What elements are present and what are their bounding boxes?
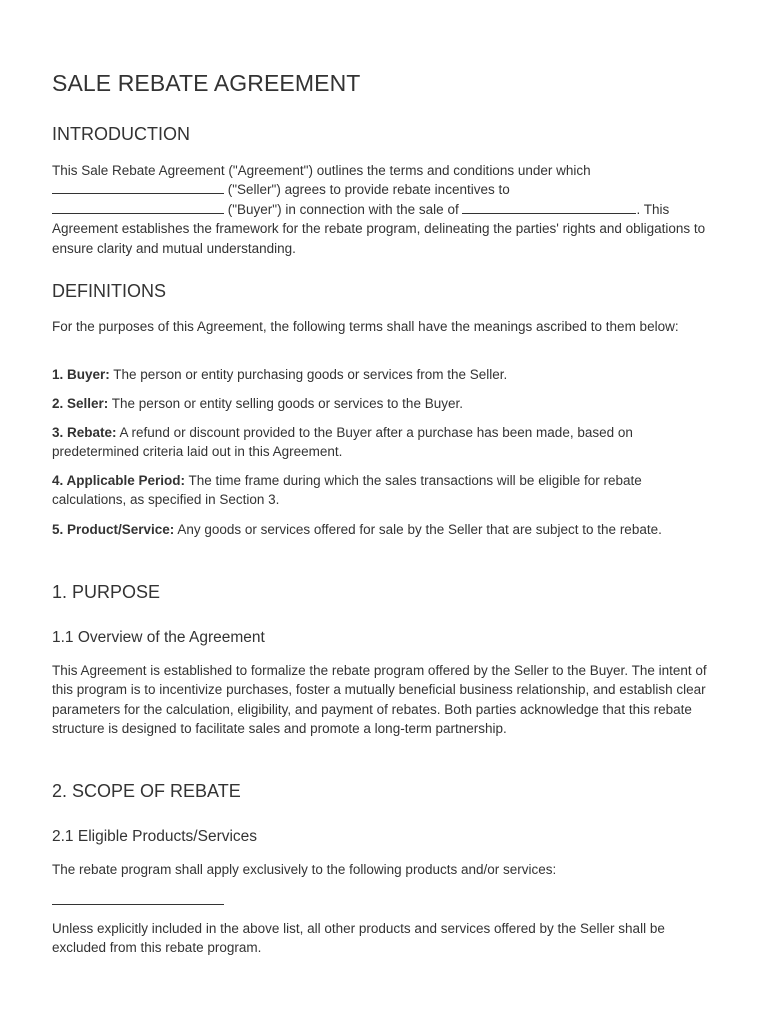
definition-term: 2. Seller: — [52, 396, 109, 411]
definition-term: 4. Applicable Period: — [52, 473, 186, 488]
purpose-subsection — [52, 629, 718, 647]
definitions-intro-block — [52, 317, 718, 336]
scope-after-paragraph: Unless explicitly included in the above list, all other products and services offered by the Seller shall be excluded from this rebate program. — [52, 921, 665, 956]
scope-heading: 2. SCOPE OF REBATE — [52, 781, 241, 801]
purpose-subheading: 1.1 Overview of the Agreement — [52, 629, 265, 646]
purpose-paragraph: This Agreement is established to formalize the rebate program offered by the Seller to the Buyer. The intent of this program is to incentivize purchases, foster a mutually beneficial business relationship, and establish clear parameters for the calculation, eligibility, and payment of rebates. Both parties acknowledge that this rebate structure is designed to facilitate sales and promote a long-term partnership. — [52, 663, 707, 737]
definition-text: The person or entity purchasing goods or services from the Seller. — [109, 367, 508, 382]
this-text: . This — [636, 201, 670, 217]
definition-text: Any goods or services offered for sale by the Seller that are subject to the rebate. — [174, 522, 662, 537]
seller-name-blank[interactable] — [52, 181, 224, 194]
definitions-section — [52, 281, 718, 302]
definition-item-product-service — [52, 520, 718, 539]
introduction-heading: INTRODUCTION — [52, 124, 190, 144]
definition-text: The time frame during which the sales transactions will be eligible for rebate calculations, as specified in Section 3. — [52, 473, 642, 508]
introduction-rest: Agreement establishes the framework for the rebate program, delineating the parties' rights and obligations to ensure clarity and mutual understanding. — [52, 221, 706, 256]
scope-paragraph: The rebate program shall apply exclusively to the following products and/or services: — [52, 862, 557, 877]
scope-section — [52, 781, 718, 802]
scope-subheading: 2.1 Eligible Products/Services — [52, 828, 258, 845]
definition-item-rebate — [52, 423, 718, 462]
buyer-text: ("Buyer") in connection with the sale of — [224, 201, 463, 217]
seller-text: ("Seller") agrees to provide rebate incentives to — [224, 182, 510, 198]
buyer-name-blank[interactable] — [52, 201, 224, 214]
scope-subsection — [52, 828, 718, 846]
purpose-section — [52, 582, 718, 603]
eligible-products-blank-row — [52, 904, 718, 905]
definition-item-applicable-period — [52, 471, 718, 510]
definition-text: The person or entity selling goods or services to the Buyer. — [108, 396, 463, 411]
definition-item-seller — [52, 394, 718, 413]
scope-body — [52, 860, 718, 879]
scope-after-body — [52, 919, 718, 958]
document-title: SALE REBATE AGREEMENT — [52, 70, 361, 96]
eligible-products-blank[interactable] — [52, 904, 224, 905]
introduction-section — [52, 124, 718, 145]
purpose-heading: 1. PURPOSE — [52, 582, 161, 602]
introduction-paragraph — [52, 161, 718, 258]
definition-term: 5. Product/Service: — [52, 522, 175, 537]
definition-item-buyer — [52, 365, 718, 384]
definitions-heading: DEFINITIONS — [52, 281, 167, 301]
introduction-body — [52, 161, 718, 258]
definitions-intro: For the purposes of this Agreement, the following terms shall have the meanings ascribed to them below: — [52, 319, 679, 334]
definition-term: 3. Rebate: — [52, 425, 117, 440]
product-blank[interactable] — [462, 201, 636, 214]
definition-text: A refund or discount provided to the Buyer after a purchase has been made, based on predetermined criteria laid out in this Agreement. — [52, 425, 633, 460]
purpose-body — [52, 661, 718, 739]
introduction-line1: This Sale Rebate Agreement ("Agreement") outlines the terms and conditions under which — [52, 163, 591, 178]
definition-term: 1. Buyer: — [52, 367, 110, 382]
